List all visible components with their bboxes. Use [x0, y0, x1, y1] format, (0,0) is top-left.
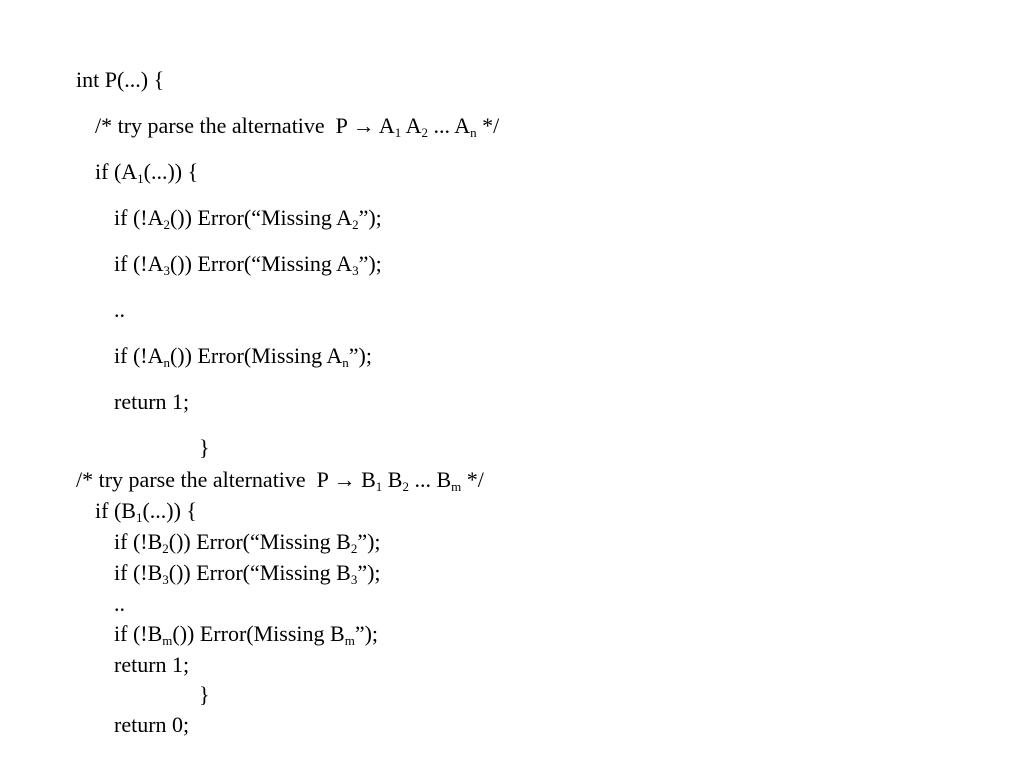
code-text: ”); — [354, 621, 379, 646]
code-text: ”); — [358, 251, 382, 276]
code-text: int P(...) { — [76, 67, 165, 92]
subscript-text: n — [163, 355, 170, 370]
subscript-text: 2 — [352, 217, 359, 232]
code-line — [95, 113, 499, 139]
code-text: return 1; — [114, 652, 190, 677]
code-line — [114, 251, 382, 277]
subscript-text: 3 — [350, 572, 358, 587]
code-text: ()) Error(“Missing B — [168, 529, 351, 554]
subscript-text: 3 — [163, 263, 170, 278]
code-line — [114, 205, 382, 231]
subscript-text: m — [162, 633, 173, 648]
code-text: if (!A — [114, 205, 164, 230]
code-text: if (B — [95, 498, 136, 523]
code-line — [114, 712, 189, 738]
code-line — [199, 682, 210, 708]
code-text: } — [199, 682, 210, 707]
code-text: } — [199, 435, 210, 460]
code-line — [76, 67, 164, 93]
subscript-text: 3 — [352, 263, 359, 278]
code-text: if (!A — [114, 343, 164, 368]
code-text: if (!B — [114, 560, 163, 585]
code-text: (...)) { — [143, 159, 199, 184]
subscript-text: 2 — [163, 217, 170, 232]
subscript-text: 2 — [350, 541, 358, 556]
subscript-text: 2 — [162, 541, 169, 556]
code-text: if (!B — [114, 529, 163, 554]
subscript-text: 3 — [162, 572, 169, 587]
code-text: ... B — [408, 467, 452, 492]
subscript-text: 2 — [402, 479, 409, 494]
subscript-text: m — [451, 479, 462, 494]
code-line — [114, 389, 189, 415]
subscript-text: 1 — [375, 479, 383, 494]
code-line — [76, 467, 484, 493]
code-text: B — [382, 467, 403, 492]
subscript-text: 1 — [137, 171, 144, 186]
code-text: ... A — [427, 113, 471, 138]
code-text: (...)) { — [142, 498, 197, 523]
subscript-text: n — [470, 125, 477, 140]
subscript-text: 1 — [135, 510, 143, 525]
code-text: */ — [476, 113, 500, 138]
code-line — [95, 498, 197, 524]
code-text: A — [401, 113, 422, 138]
code-text: ()) Error(Missing B — [172, 621, 345, 646]
code-text: .. — [114, 297, 125, 322]
code-line — [114, 529, 381, 555]
code-text: ”); — [358, 205, 382, 230]
subscript-text: n — [342, 355, 349, 370]
code-text: return 1; — [114, 389, 190, 414]
code-text: if (A — [95, 159, 138, 184]
code-text: */ — [461, 467, 484, 492]
code-text: ”); — [357, 529, 381, 554]
subscript-text: 1 — [394, 125, 402, 140]
code-text: /* try parse the alternative P → B — [76, 467, 376, 492]
code-text: return 0; — [114, 712, 190, 737]
code-line — [114, 621, 378, 647]
code-text: /* try parse the alternative P → A — [95, 113, 395, 138]
subscript-text: 2 — [421, 125, 428, 140]
code-text: ()) Error(“Missing B — [168, 560, 351, 585]
code-line — [114, 297, 125, 323]
code-text: ()) Error(Missing A — [169, 343, 343, 368]
code-text: ”); — [357, 560, 381, 585]
code-line — [199, 435, 210, 461]
code-line — [114, 560, 381, 586]
code-text: ”); — [348, 343, 372, 368]
code-text: .. — [114, 591, 125, 616]
code-line — [114, 591, 125, 617]
code-text: if (!A — [114, 251, 164, 276]
code-line — [114, 343, 372, 369]
code-text: ()) Error(“Missing A — [169, 205, 353, 230]
code-line — [95, 159, 198, 185]
code-text: ()) Error(“Missing A — [169, 251, 353, 276]
code-line — [114, 652, 189, 678]
subscript-text: m — [344, 633, 355, 648]
code-text: if (!B — [114, 621, 163, 646]
